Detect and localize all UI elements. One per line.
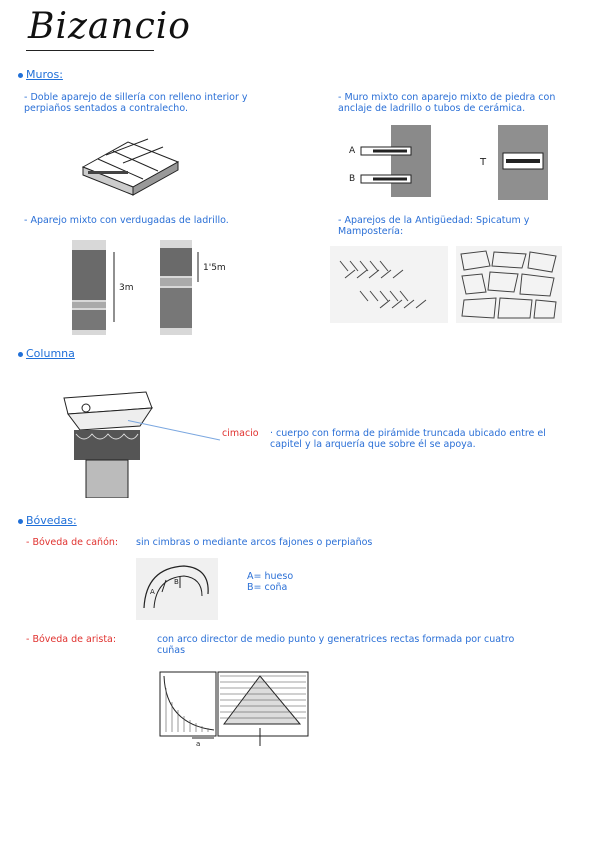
page-title: Bizancio (28, 6, 191, 47)
brick-course-figure (62, 240, 202, 335)
muros-item-2: - Muro mixto con aparejo mixto de piedra con anclaje de ladrillo o tubos de cerámica. (338, 92, 556, 114)
bovedas-heading-text: Bóvedas: (26, 514, 77, 527)
fig-label-t: T (480, 157, 487, 168)
fig-label-1-5m: 1'5m (203, 263, 226, 273)
fig-label-3m: 3m (119, 283, 134, 293)
capital-figure (52, 378, 158, 498)
groin-vault-figure (152, 668, 314, 750)
title-underline (26, 50, 154, 51)
muros-heading-text: Muros: (26, 68, 63, 81)
mamposteria-figure (456, 246, 562, 323)
columna-heading (18, 347, 75, 360)
bullet-icon (18, 519, 23, 524)
boveda-canon-text: sin cimbras o mediante arcos fajones o perpiaños (136, 537, 373, 548)
muros-item-1: - Doble aparejo de sillería con relleno interior y perpiaños sentados a contralecho. (24, 92, 248, 114)
vault-label-b: B (174, 578, 179, 586)
columna-heading-text: Columna (26, 347, 75, 360)
bullet-icon (18, 352, 23, 357)
legend-a: A= hueso (247, 571, 294, 582)
fig-label-a: A (349, 146, 356, 156)
boveda-arista-label: - Bóveda de arista: (26, 634, 117, 645)
cimacio-label: cimacio (222, 428, 259, 439)
svg-text:a: a (196, 740, 201, 748)
bullet-icon (18, 73, 23, 78)
muros-heading (18, 68, 63, 81)
double-wall-figure (68, 127, 188, 197)
barrel-vault-figure (136, 558, 218, 620)
anchor-wall-figure-ab (343, 125, 431, 197)
spicatum-figure (330, 246, 448, 323)
anchor-wall-figure-t (478, 125, 566, 200)
vault-label-a: A (150, 588, 155, 596)
muros-item-4: - Aparejos de la Antigüedad: Spicatum y Mampostería: (338, 215, 530, 237)
boveda-arista-text: con arco director de medio punto y generatrices rectas formada por cuatro cuñas (157, 634, 515, 656)
fig-label-b: B (349, 174, 356, 184)
bovedas-heading (18, 514, 77, 527)
boveda-canon-label: - Bóveda de cañón: (26, 537, 119, 548)
cimacio-description: · cuerpo con forma de pirámide truncada ubicado entre el capitel y la arquería que sobre él se apoya. (270, 428, 546, 450)
legend-b: B= coña (247, 582, 288, 593)
muros-item-3: - Aparejo mixto con verdugadas de ladrillo. (24, 215, 229, 226)
